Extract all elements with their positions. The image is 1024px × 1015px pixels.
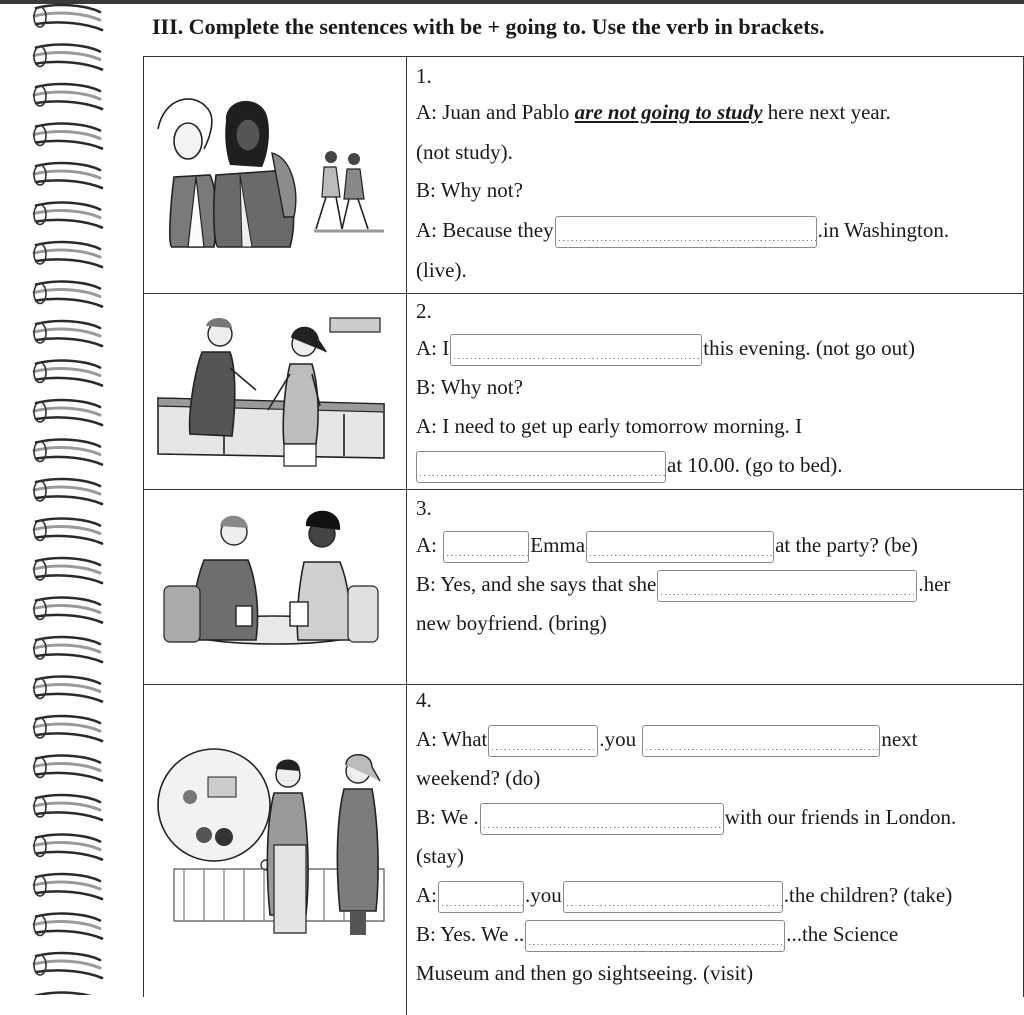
spiral-coil	[34, 835, 102, 860]
dialogue-line: at 10.00. (go to bed).	[416, 451, 843, 479]
spiral-coil	[34, 321, 102, 346]
verb-hint: Museum and then go sightseeing. (visit)	[416, 961, 754, 985]
answer-blank-10[interactable]	[438, 881, 524, 913]
verb-hint: new boyfriend. (bring)	[416, 611, 607, 635]
verb-hint: (stay)	[416, 844, 464, 868]
answer-blank-7[interactable]	[488, 725, 598, 757]
spiral-coil	[34, 242, 102, 267]
spiral-coil	[34, 558, 102, 583]
spiral-coil	[34, 519, 102, 544]
item-number: 4.	[416, 688, 432, 712]
spiral-coil	[34, 677, 102, 702]
spiral-coil	[34, 914, 102, 939]
exercise-row-1	[144, 57, 1023, 294]
verb-hint: weekend? (do)	[416, 766, 541, 790]
spiral-coil	[34, 440, 102, 465]
dialogue-line: A: Emma at the party? (be)	[416, 531, 918, 559]
item-number: 3.	[416, 496, 432, 520]
answer-blank-3[interactable]	[416, 451, 666, 483]
exercise-row-2	[144, 294, 1023, 490]
answer-blank-12[interactable]	[525, 920, 785, 952]
verb-hint: (not study).	[416, 140, 513, 164]
dialogue-line: A: I need to get up early tomorrow morning. I	[416, 414, 803, 438]
dialogue-line: A: .you .the children? (take)	[416, 881, 952, 909]
spiral-coil	[34, 163, 102, 188]
spiral-coil	[34, 874, 102, 899]
illustration-cafe-chat	[144, 490, 407, 684]
exercise-row-4	[144, 685, 1023, 1015]
dialogue-line: B: Yes, and she says that she .her	[416, 570, 950, 598]
exercise-row-3	[144, 490, 1023, 685]
exercise-title: III. Complete the sentences with be + going to. Use the verb in brackets.	[152, 14, 825, 39]
spiral-coil	[34, 598, 102, 623]
spiral-coil	[34, 953, 102, 978]
spiral-coil	[34, 203, 102, 228]
spiral-coil	[34, 637, 102, 662]
spiral-coil	[34, 716, 102, 741]
illustration-kitchen	[144, 294, 407, 489]
illustration-weekend-plans	[144, 685, 407, 1015]
example-answer: are not going to study	[574, 100, 763, 124]
dialogue-line: A: Juan and Pablo are not going to study here next year.	[416, 100, 891, 124]
answer-blank-6[interactable]	[657, 570, 917, 602]
dialogue-line: A: I this evening. (not go out)	[416, 334, 915, 362]
answer-blank-11[interactable]	[563, 881, 783, 913]
dialogue-line: B: Why not?	[416, 375, 523, 399]
top-edge	[0, 0, 1024, 4]
spiral-coil	[34, 45, 102, 70]
exercise-table	[143, 56, 1024, 997]
answer-blank-5[interactable]	[586, 531, 774, 563]
spiral-coil	[34, 756, 102, 781]
answer-blank-2[interactable]	[450, 334, 702, 366]
answer-blank-9[interactable]	[480, 803, 724, 835]
spiral-coil	[34, 795, 102, 820]
illustration-two-students	[144, 57, 407, 293]
dialogue-line: A: Because they .in Washington.	[416, 216, 949, 244]
dialogue-line: B: We . with our friends in London.	[416, 803, 956, 831]
dialogue-line: A: What .you next	[416, 725, 918, 753]
item-number: 2.	[416, 299, 432, 323]
spiral-coil	[34, 282, 102, 307]
answer-blank-4[interactable]	[443, 531, 529, 563]
spiral-coil	[34, 400, 102, 425]
dialogue-line: B: Why not?	[416, 178, 523, 202]
dialogue-line: B: Yes. We .. ...the Science	[416, 920, 898, 948]
spiral-coil	[34, 361, 102, 386]
answer-blank-1[interactable]	[555, 216, 817, 248]
spiral-binding	[0, 0, 112, 995]
verb-hint: (live).	[416, 258, 467, 282]
spiral-coil	[34, 84, 102, 109]
item-number: 1.	[416, 64, 432, 88]
spiral-coil	[34, 479, 102, 504]
spiral-coil	[34, 124, 102, 149]
spiral-coil	[34, 5, 102, 30]
answer-blank-8[interactable]	[642, 725, 880, 757]
